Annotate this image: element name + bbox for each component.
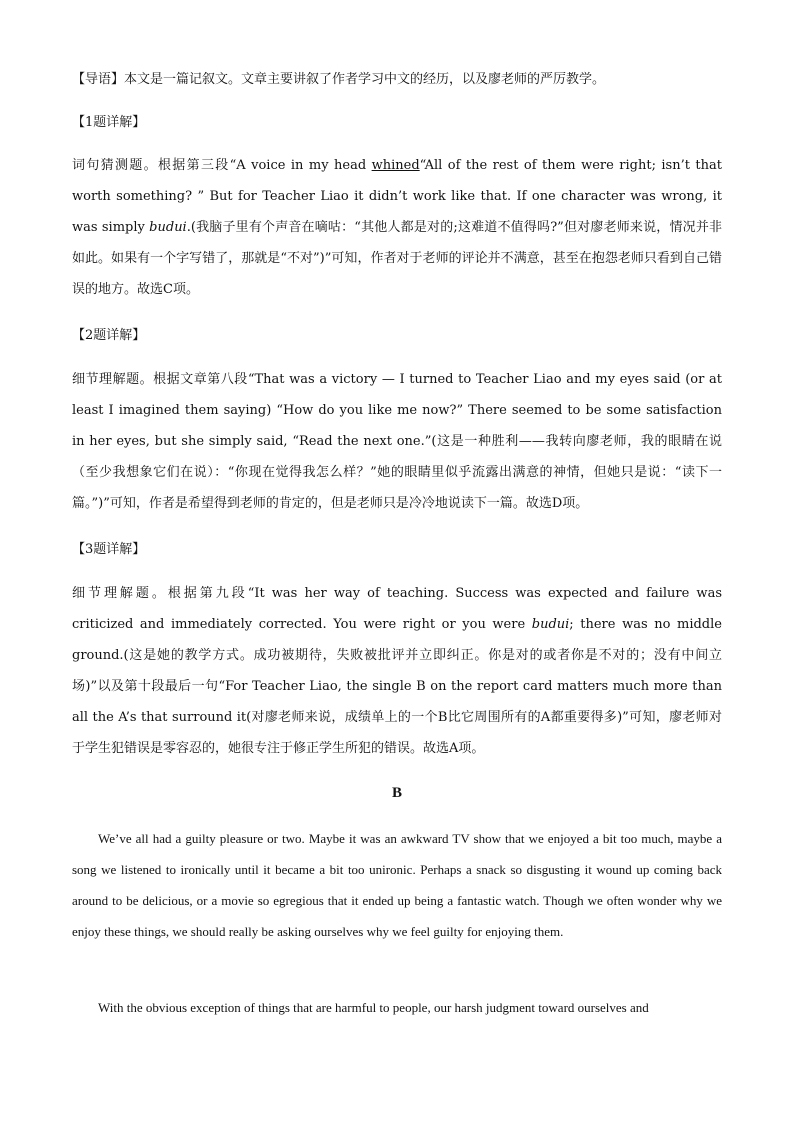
q3-text-1: 细节理解题。根据第九段“It was her way of teaching. Success was expected and failure was criticized and immediately corrected. You were right or you were (72, 586, 722, 632)
q3-italic-word: budui (531, 617, 570, 632)
section-b-paragraph-1: We’ve all had a guilty pleasure or two. Maybe it was an awkward TV show that we enjoyed a bit too much, maybe a song we listened to ironically until it became a bit too unironic. Perhaps a snack so disgusting it wound up coming back around to be delicious, or a movie so egregious that it ended up being a fantastic watch. Though we often wonder why we enjoy these things, we should really be asking ourselves why we feel guilty for enjoying them. (72, 831, 722, 939)
q1-italic-word: budui (149, 220, 187, 235)
q2-explanation: 细节理解题。根据文章第八段“That was a victory — I turned to Teacher Liao and my eyes said (or at least I imagined them saying) “How do you like me now?” There seemed to be some satisfaction in her eyes, but she simply said, “Read the next one.”(这是一种胜利——我转向廖老师，我的眼睛在说（至少我想象它们在说）：“你现在觉得我怎么样？”她的眼睛里似乎流露出满意的神情，但她只是说：“读下一篇。”)”可知，作者是希望得到老师的肯定的，但是老师只是冷冷地说读下一篇。故选D项。 (72, 372, 722, 511)
q3-heading: 【3题详解】 (72, 542, 146, 557)
q3-explanation (72, 578, 722, 764)
intro-paragraph: 【导语】本文是一篇记叙文。文章主要讲叙了作者学习中文的经历，以及廖老师的严厉教学。 (72, 72, 606, 87)
q1-text-1: 词句猜测题。根据第三段“A voice in my head (72, 158, 372, 173)
q1-text-2: “All of the rest of them were right; isn’t that worth something? ” But for Teacher Liao it didn’t work like that. If one character was wrong, it was simply (72, 158, 722, 235)
q2-heading: 【2题详解】 (72, 328, 146, 343)
q3-text-2: ; there was no middle ground.(这是她的教学方式。成功被期待，失败被批评并立即纠正。你是对的或者你是不对的；没有中间立场)”以及第十段最后一句“For Teacher Liao, the single B on the report card matters much more than all the A’s that surround it(对廖老师来说，成绩单上的一个B比它周围所有的A都重要得多)”可知，廖老师对于学生犯错误是零容忍的，她很专注于修正学生所犯的错误。故选A项。 (72, 617, 722, 756)
section-b-title: B (391, 785, 402, 801)
q1-underlined-word: whined (371, 158, 420, 173)
q1-explanation (72, 150, 722, 305)
section-b-paragraph-2: With the obvious exception of things that are harmful to people, our harsh judgment toward ourselves and (98, 1000, 649, 1015)
q1-text-3: .(我脑子里有个声音在嘀咕：“其他人都是对的;这难道不值得吗?”但对廖老师来说，情况并非如此。如果有一个字写错了，那就是“不对”)”可知，作者对于老师的评论并不满意，甚至在抱怨老师只看到自己错误的地方。故选C项。 (72, 220, 722, 297)
q1-heading: 【1题详解】 (72, 115, 146, 130)
